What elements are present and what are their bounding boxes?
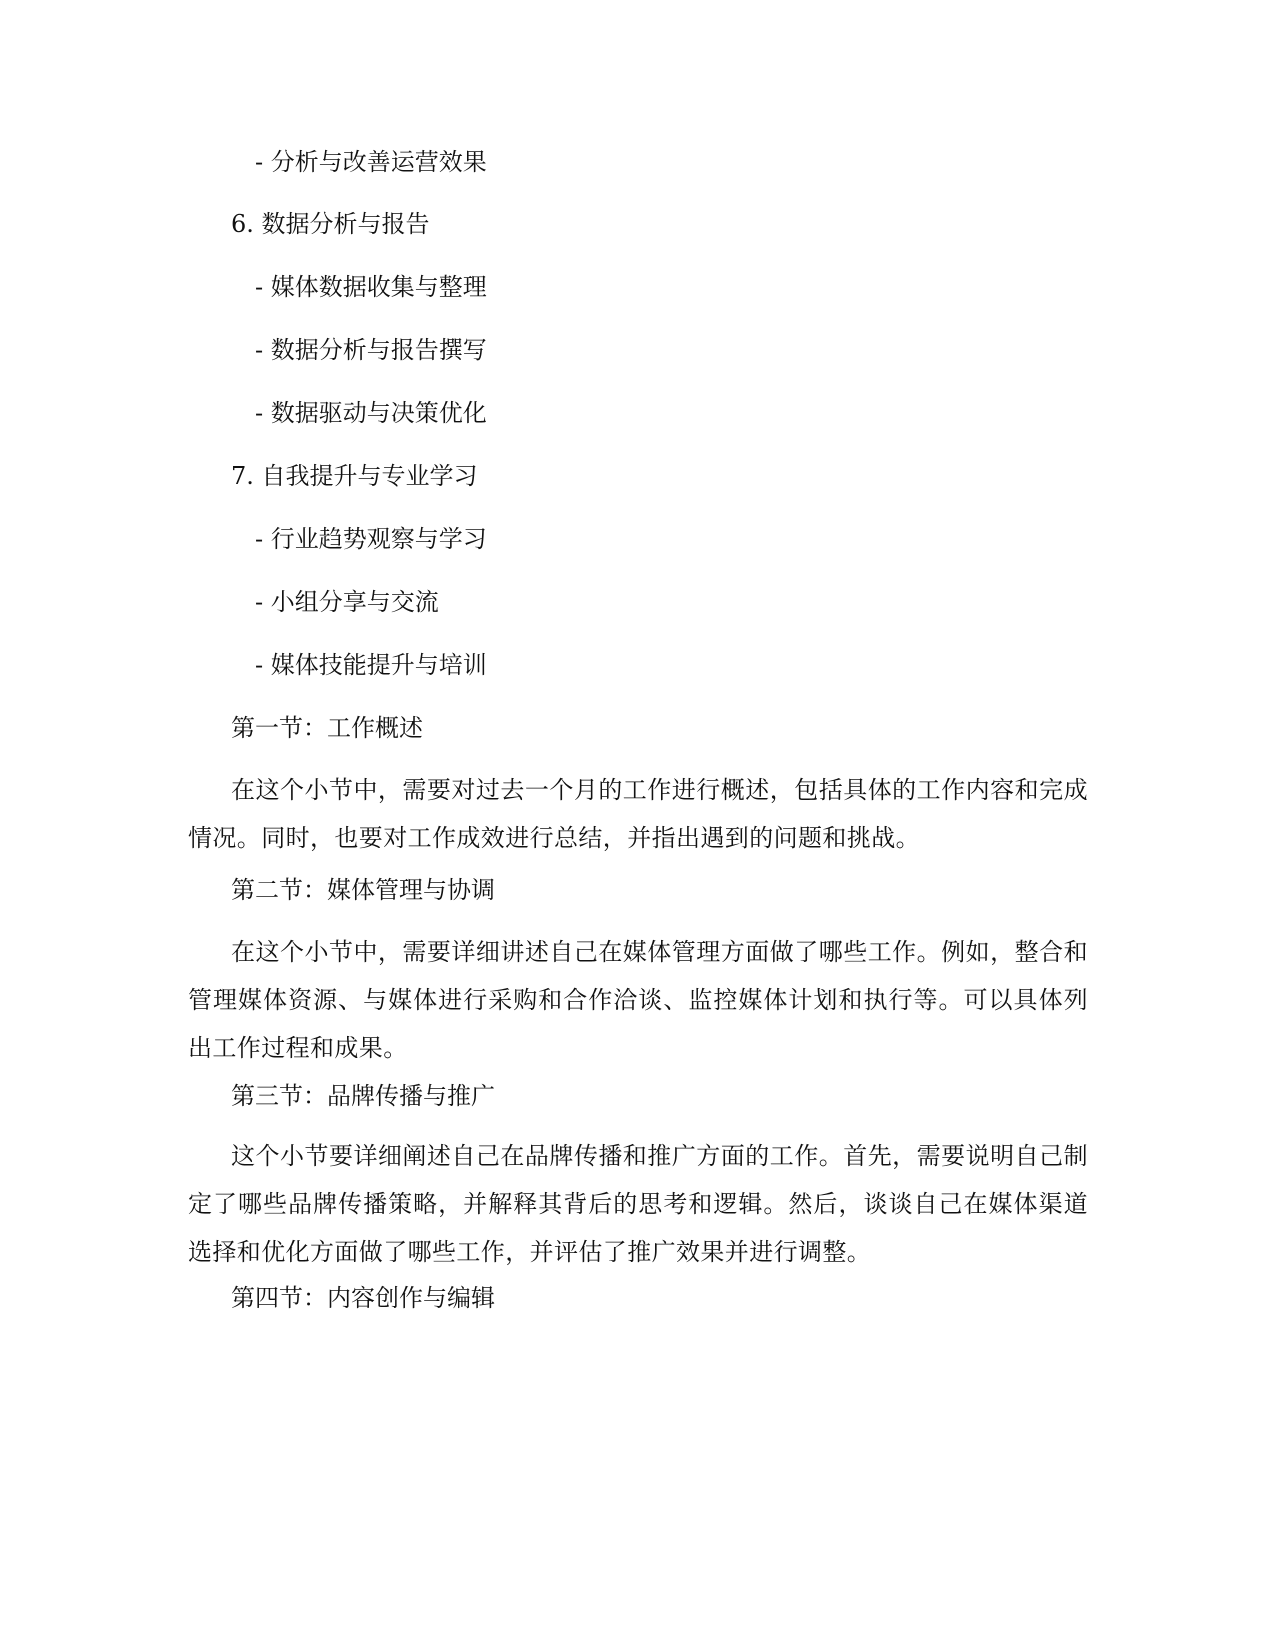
list-item-sub: - 数据分析与报告撰写	[255, 336, 487, 364]
section-paragraph: 这个小节要详细阐述自己在品牌传播和推广方面的工作。首先，需要说明自己制定了哪些品牌传播策略，并解释其背后的思考和逻辑。然后，谈谈自己在媒体渠道选择和优化方面做了哪些工作，并评估了推广效果并进行调整。	[188, 1142, 1088, 1266]
list-item-numbered: 7. 自我提升与专业学习	[231, 462, 478, 490]
section-paragraph: 在这个小节中，需要详细讲述自己在媒体管理方面做了哪些工作。例如，整合和管理媒体资源、与媒体进行采购和合作洽谈、监控媒体计划和执行等。可以具体列出工作过程和成果。	[188, 938, 1088, 1062]
section-heading: 第三节：品牌传播与推广	[231, 1082, 495, 1110]
section-heading: 第二节：媒体管理与协调	[231, 876, 495, 904]
list-item-numbered: 6. 数据分析与报告	[231, 210, 430, 238]
section-heading: 第四节：内容创作与编辑	[231, 1284, 495, 1312]
section-heading: 第一节：工作概述	[231, 714, 423, 742]
section-paragraph: 在这个小节中，需要对过去一个月的工作进行概述，包括具体的工作内容和完成情况。同时，也要对工作成效进行总结，并指出遇到的问题和挑战。	[188, 776, 1088, 852]
list-item-sub: - 小组分享与交流	[255, 588, 439, 616]
list-item-sub: - 行业趋势观察与学习	[255, 525, 487, 553]
list-item-sub: - 媒体技能提升与培训	[255, 651, 487, 679]
list-item-sub: - 数据驱动与决策优化	[255, 399, 487, 427]
list-item-sub: - 分析与改善运营效果	[255, 148, 487, 176]
list-item-sub: - 媒体数据收集与整理	[255, 273, 487, 301]
